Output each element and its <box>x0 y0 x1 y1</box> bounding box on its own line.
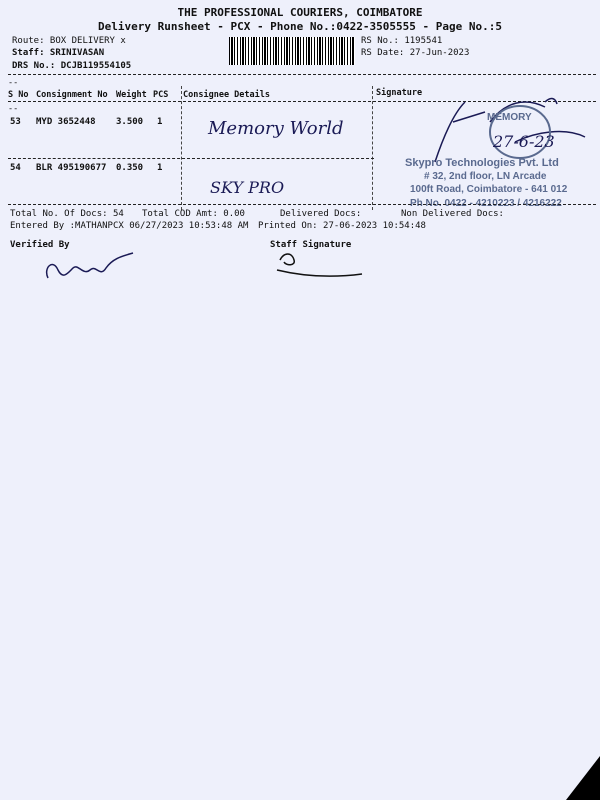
total-docs: Total No. Of Docs: 54 <box>10 209 124 219</box>
barcode <box>229 37 355 65</box>
printed-on: Printed On: 27-06-2023 10:54:48 <box>258 221 426 231</box>
row-54-consignee-handwritten: SKY PRO <box>210 178 285 197</box>
total-cod: Total COD Amt: 0.00 <box>142 209 245 219</box>
rs-number: RS No.: 1195541 <box>361 36 443 46</box>
drs-number: DRS No.: DCJB119554105 <box>12 61 132 71</box>
stamp-phone: Ph No. 0422 - 4210223 / 4216222 <box>410 198 562 209</box>
col-header-pcs: PCS <box>153 90 169 100</box>
col-header-consignee: Consignee Details <box>183 90 270 100</box>
verifier-signature-icon <box>38 248 138 293</box>
row-54-pcs: 1 <box>157 163 163 173</box>
row-53-pcs: 1 <box>157 117 163 127</box>
stamp-company: Skypro Technologies Pvt. Ltd <box>405 157 559 169</box>
company-title: THE PROFESSIONAL COURIERS, COIMBATORE <box>177 6 423 19</box>
row-54-weight: 0.350 <box>116 163 144 173</box>
stamp-brand: MEMORY <box>487 112 532 123</box>
col-header-signature: Signature <box>376 88 423 98</box>
page-corner-shadow <box>566 756 600 800</box>
row-53-consignment: MYD 3652448 <box>36 117 96 127</box>
staff-label: Staff: SRINIVASAN <box>12 48 105 58</box>
row-54-sno: 54 <box>10 163 21 173</box>
row-53-weight: 3.500 <box>116 117 144 127</box>
col-header-weight: Weight <box>116 90 147 100</box>
route-label: Route: BOX DELIVERY x <box>12 36 126 46</box>
stamp-address-1: # 32, 2nd floor, LN Arcade <box>424 171 547 182</box>
stamp-date-handwritten: 27-6-23 <box>493 132 555 151</box>
row-53-consignee-handwritten: Memory World <box>208 118 344 139</box>
non-delivered-docs: Non Delivered Docs: <box>401 209 504 219</box>
entered-by: Entered By :MATHANPCX 06/27/2023 10:53:48 AM <box>10 221 249 231</box>
delivered-docs: Delivered Docs: <box>280 209 362 219</box>
col-header-sno: S No <box>8 90 29 100</box>
staff-signature-icon <box>272 248 367 280</box>
row-54-consignment: BLR 495190677 <box>36 163 107 173</box>
rs-date: RS Date: 27-Jun-2023 <box>361 48 470 58</box>
staff-signature-label: Staff Signature <box>270 240 352 250</box>
runsheet-title: Delivery Runsheet - PCX - Phone No.:0422-3505555 - Page No.:5 <box>98 20 502 33</box>
col-header-consignment: Consignment No <box>36 90 108 100</box>
verified-by-label: Verified By <box>10 240 70 250</box>
row-53-sno: 53 <box>10 117 21 127</box>
stamp-address-2: 100ft Road, Coimbatore - 641 012 <box>410 184 568 195</box>
